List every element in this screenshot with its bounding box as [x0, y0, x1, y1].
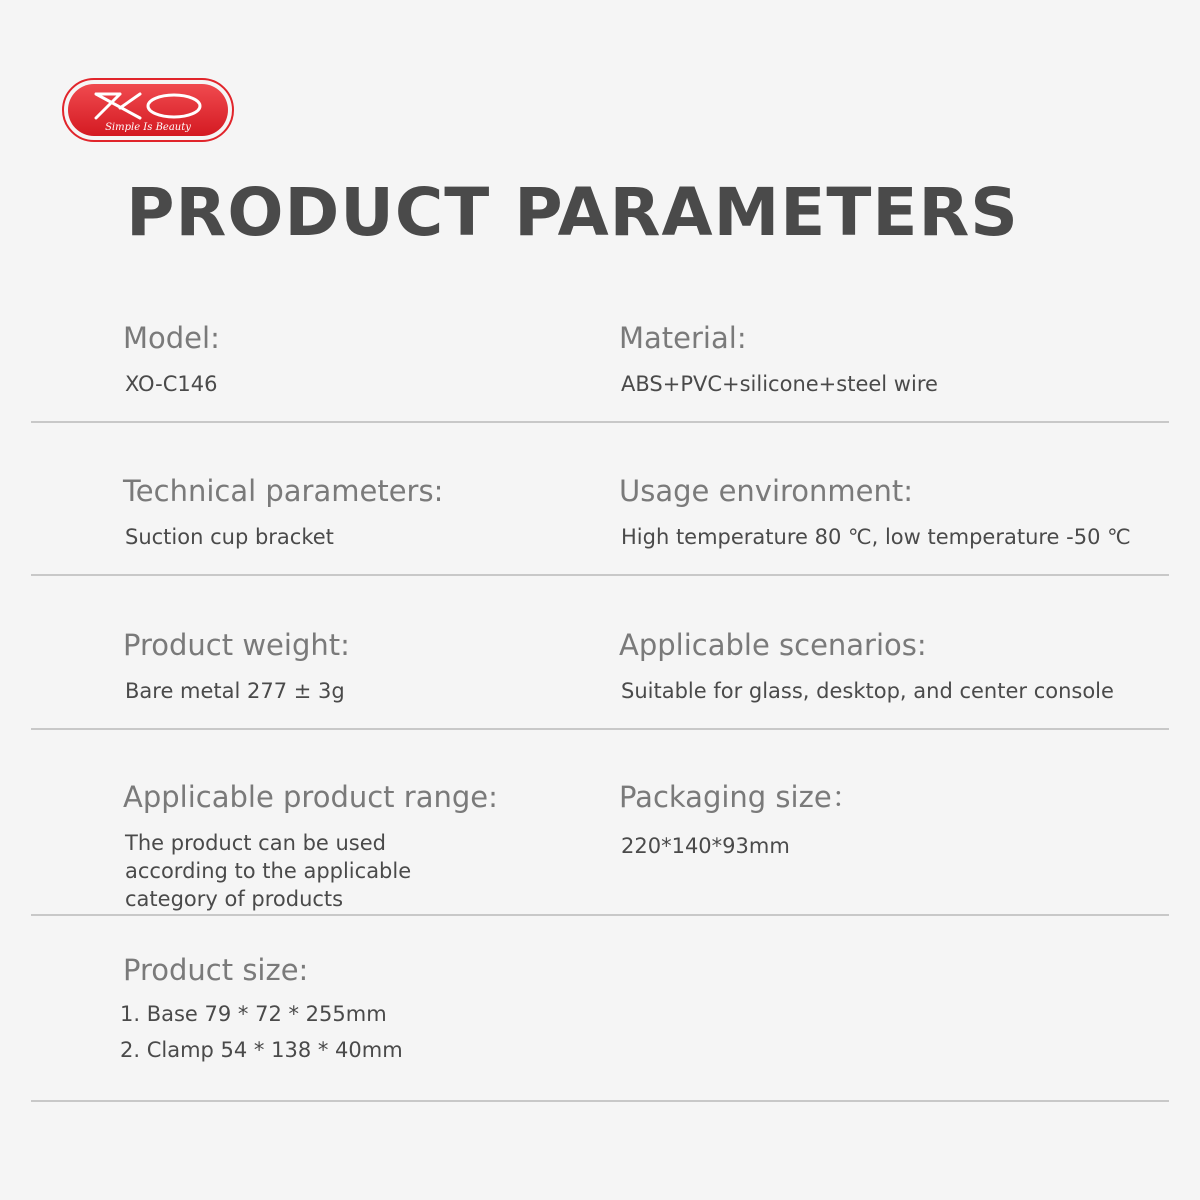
applicable-scenarios-label: Applicable scenarios: [619, 628, 927, 662]
product-weight-value: Bare metal 277 ± 3g [125, 679, 345, 703]
divider [31, 728, 1169, 730]
applicable-product-range-value: The product can be used according to the applicable category of products [125, 831, 412, 911]
product-weight-label: Product weight: [123, 628, 350, 662]
divider [31, 914, 1169, 916]
product-size-item: 1. Base 79 * 72 * 255mm [120, 1002, 387, 1026]
xo-logo [62, 78, 234, 142]
model-value: XO-C146 [125, 372, 218, 396]
product-size-label: Product size: [123, 953, 309, 987]
page-title: PRODUCT PARAMETERS [126, 174, 1019, 251]
applicable-scenarios-value: Suitable for glass, desktop, and center console [621, 679, 1114, 703]
divider [31, 421, 1169, 423]
divider [31, 574, 1169, 576]
material-label: Material: [619, 321, 747, 355]
technical-parameters-value: Suction cup bracket [125, 525, 334, 549]
logo-tagline: Simple Is Beauty [105, 122, 191, 133]
packaging-size-value: 220*140*93mm [621, 834, 790, 858]
technical-parameters-label: Technical parameters: [123, 474, 444, 508]
usage-environment-label: Usage environment: [619, 474, 914, 508]
model-label: Model: [123, 321, 220, 355]
material-value: ABS+PVC+silicone+steel wire [621, 372, 938, 396]
usage-environment-value: High temperature 80 ℃, low temperature -50 ℃ [621, 525, 1131, 549]
divider [31, 1100, 1169, 1102]
packaging-size-label: Packaging size： [619, 780, 861, 814]
applicable-product-range-label: Applicable product range: [123, 780, 498, 814]
product-size-list [120, 1000, 403, 1072]
product-size-item: 2. Clamp 54 * 138 * 40mm [120, 1038, 403, 1062]
